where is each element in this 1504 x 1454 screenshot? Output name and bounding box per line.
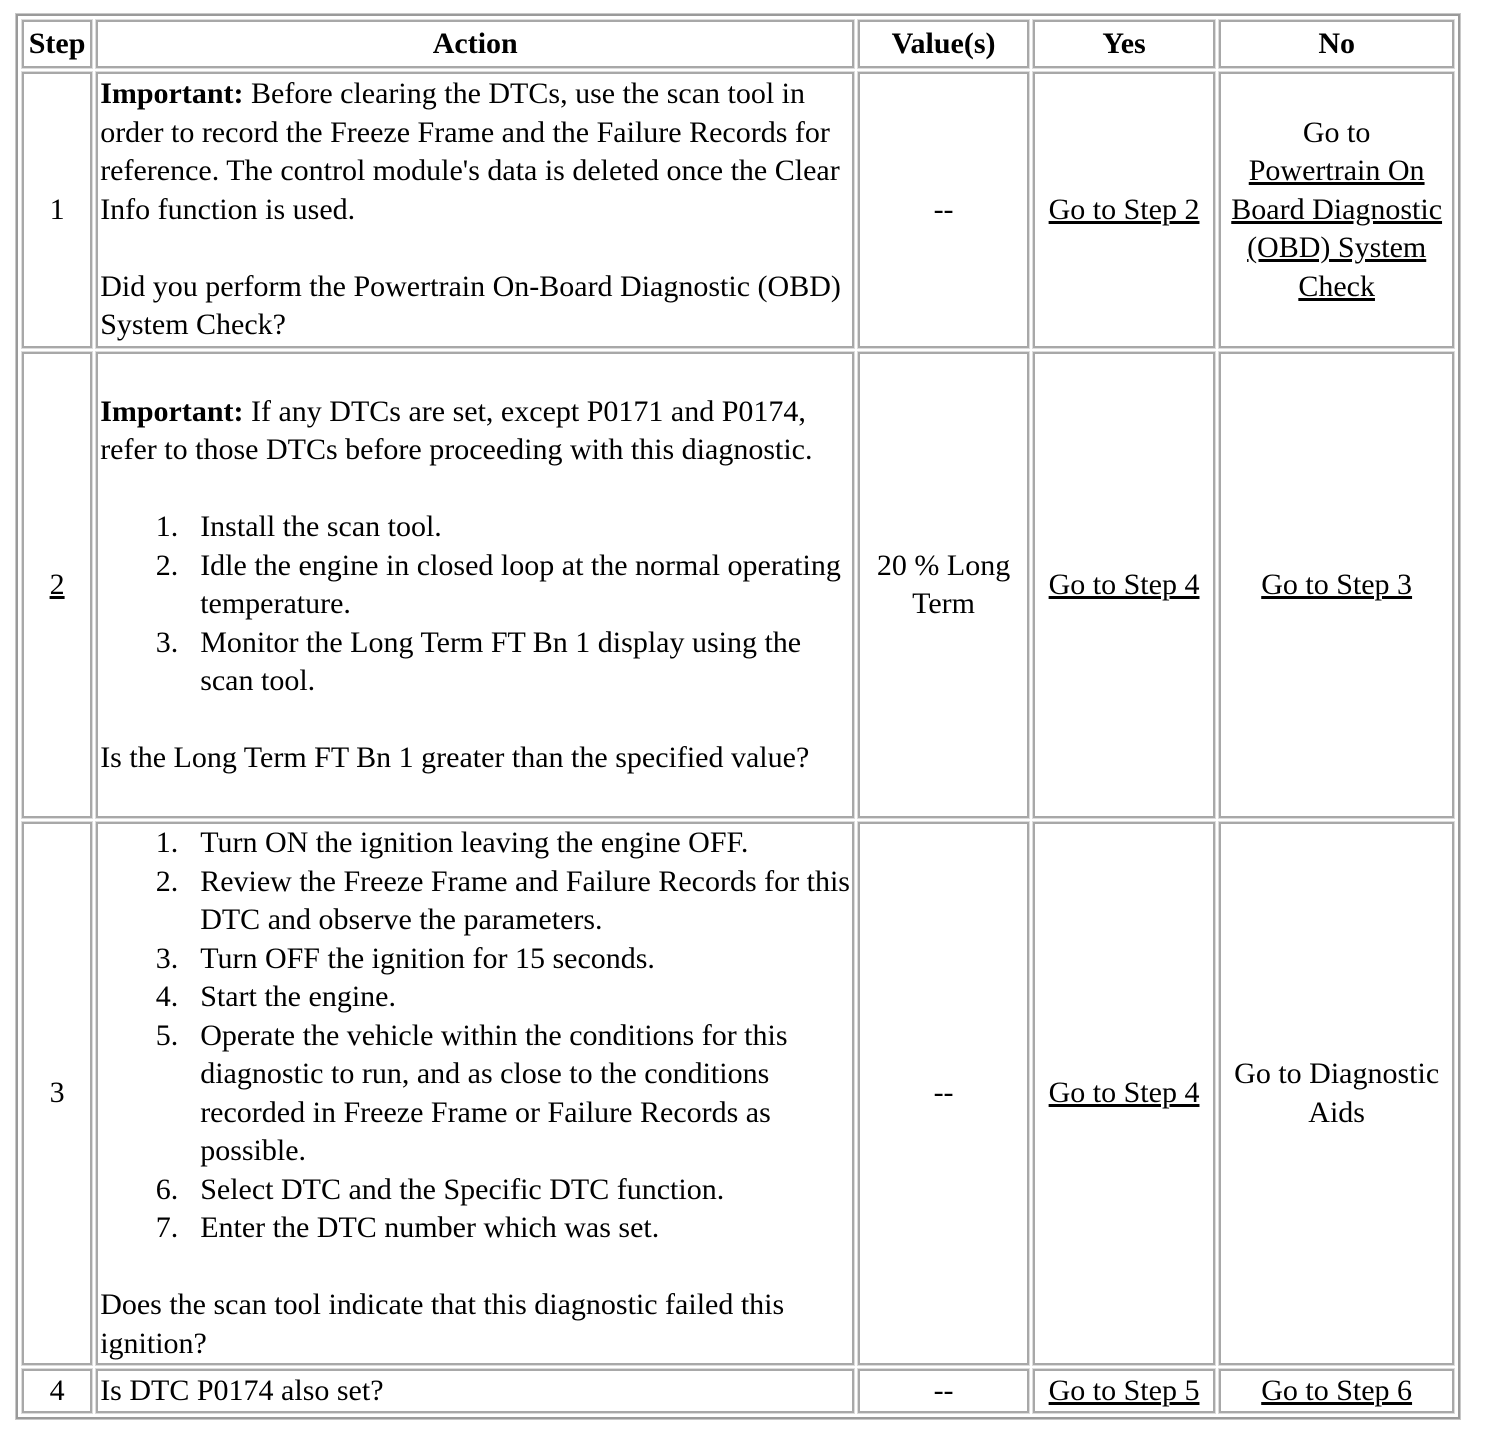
- value-cell: 20 % Long Term: [858, 352, 1028, 818]
- value-cell: --: [858, 1369, 1028, 1413]
- list-item: Idle the engine in closed loop at the normal operating temperature.: [200, 548, 841, 620]
- diagnostic-table: [16, 14, 1460, 1419]
- table-row-step-1: [22, 72, 1454, 348]
- go-to-step-4-link[interactable]: Go to Step 4: [1048, 567, 1200, 601]
- go-to-step-6-link[interactable]: Go to Step 6: [1261, 1373, 1413, 1407]
- procedure-list: [100, 824, 850, 1248]
- question-text: Is DTC P0174 also set?: [100, 1373, 384, 1407]
- question-text: Is the Long Term FT Bn 1 greater than the specified value?: [100, 741, 810, 774]
- value-cell: --: [858, 72, 1028, 348]
- no-cell: [1219, 1369, 1454, 1413]
- list-item: Operate the vehicle within the conditions for this diagnostic to run, and as close to the conditions recorded in Freeze Frame or Failure Records as possible.: [200, 1018, 788, 1167]
- table-row-step-2: [22, 352, 1454, 818]
- step-number: 4: [22, 1369, 92, 1413]
- header-action: Action: [96, 20, 854, 68]
- list-item: Monitor the Long Term FT Bn 1 display using the scan tool.: [200, 625, 802, 697]
- procedure-list: [100, 508, 850, 701]
- no-cell: [1219, 72, 1454, 348]
- list-item: Turn OFF the ignition for 15 seconds.: [200, 941, 655, 975]
- yes-cell: [1033, 72, 1216, 348]
- question-text: Does the scan tool indicate that this diagnostic failed this ignition?: [100, 1288, 785, 1360]
- header-row: [22, 20, 1454, 68]
- important-label: Important:: [100, 77, 244, 111]
- important-note: [100, 393, 850, 470]
- powertrain-obd-system-check-link[interactable]: Powertrain On Board Diagnostic (OBD) System Check: [1231, 154, 1443, 303]
- header-values: Value(s): [858, 20, 1028, 68]
- header-step: Step: [22, 20, 92, 68]
- list-item: Select DTC and the Specific DTC function.: [200, 1172, 725, 1206]
- list-item: Turn ON the ignition leaving the engine OFF.: [200, 826, 749, 859]
- important-note: [100, 75, 850, 229]
- go-to-step-2-link[interactable]: Go to Step 2: [1048, 192, 1200, 226]
- list-item: Review the Freeze Frame and Failure Records for this DTC and observe the parameters.: [200, 864, 850, 936]
- list-item: Start the engine.: [200, 980, 396, 1013]
- go-to-step-5-link[interactable]: Go to Step 5: [1048, 1373, 1200, 1407]
- yes-cell: [1033, 352, 1216, 818]
- step-number: 3: [22, 822, 92, 1365]
- step-2-anchor-link[interactable]: 2: [49, 567, 65, 601]
- important-text: If any DTCs are set, except P0171 and P0174, refer to those DTCs before proceeding with this diagnostic.: [100, 394, 813, 466]
- header-yes: Yes: [1033, 20, 1216, 68]
- step-number: 1: [22, 72, 92, 348]
- go-to-step-3-link[interactable]: Go to Step 3: [1261, 567, 1413, 601]
- value-cell: --: [858, 822, 1028, 1365]
- important-label: Important:: [100, 394, 244, 428]
- no-prefix: Go to: [1302, 115, 1371, 149]
- step-number: [22, 352, 92, 818]
- header-no: No: [1219, 20, 1454, 68]
- action-cell: [96, 822, 854, 1365]
- important-text: Before clearing the DTCs, use the scan tool in order to record the Freeze Frame and the Failure Records for reference. The control module's data is deleted once the Clear Info function is used.: [100, 77, 840, 226]
- yes-cell: [1033, 822, 1216, 1365]
- yes-cell: [1033, 1369, 1216, 1413]
- list-item: Install the scan tool.: [200, 510, 442, 543]
- list-item: Enter the DTC number which was set.: [200, 1211, 660, 1244]
- go-to-step-4-link[interactable]: Go to Step 4: [1048, 1076, 1200, 1110]
- action-cell: [96, 352, 854, 818]
- action-cell: [96, 1369, 854, 1413]
- no-cell: [1219, 352, 1454, 818]
- table-row-step-3: [22, 822, 1454, 1365]
- no-cell: Go to Diagnostic Aids: [1219, 822, 1454, 1365]
- table-row-step-4: [22, 1369, 1454, 1413]
- action-cell: [96, 72, 854, 348]
- question-text: Did you perform the Powertrain On-Board Diagnostic (OBD) System Check?: [100, 269, 841, 342]
